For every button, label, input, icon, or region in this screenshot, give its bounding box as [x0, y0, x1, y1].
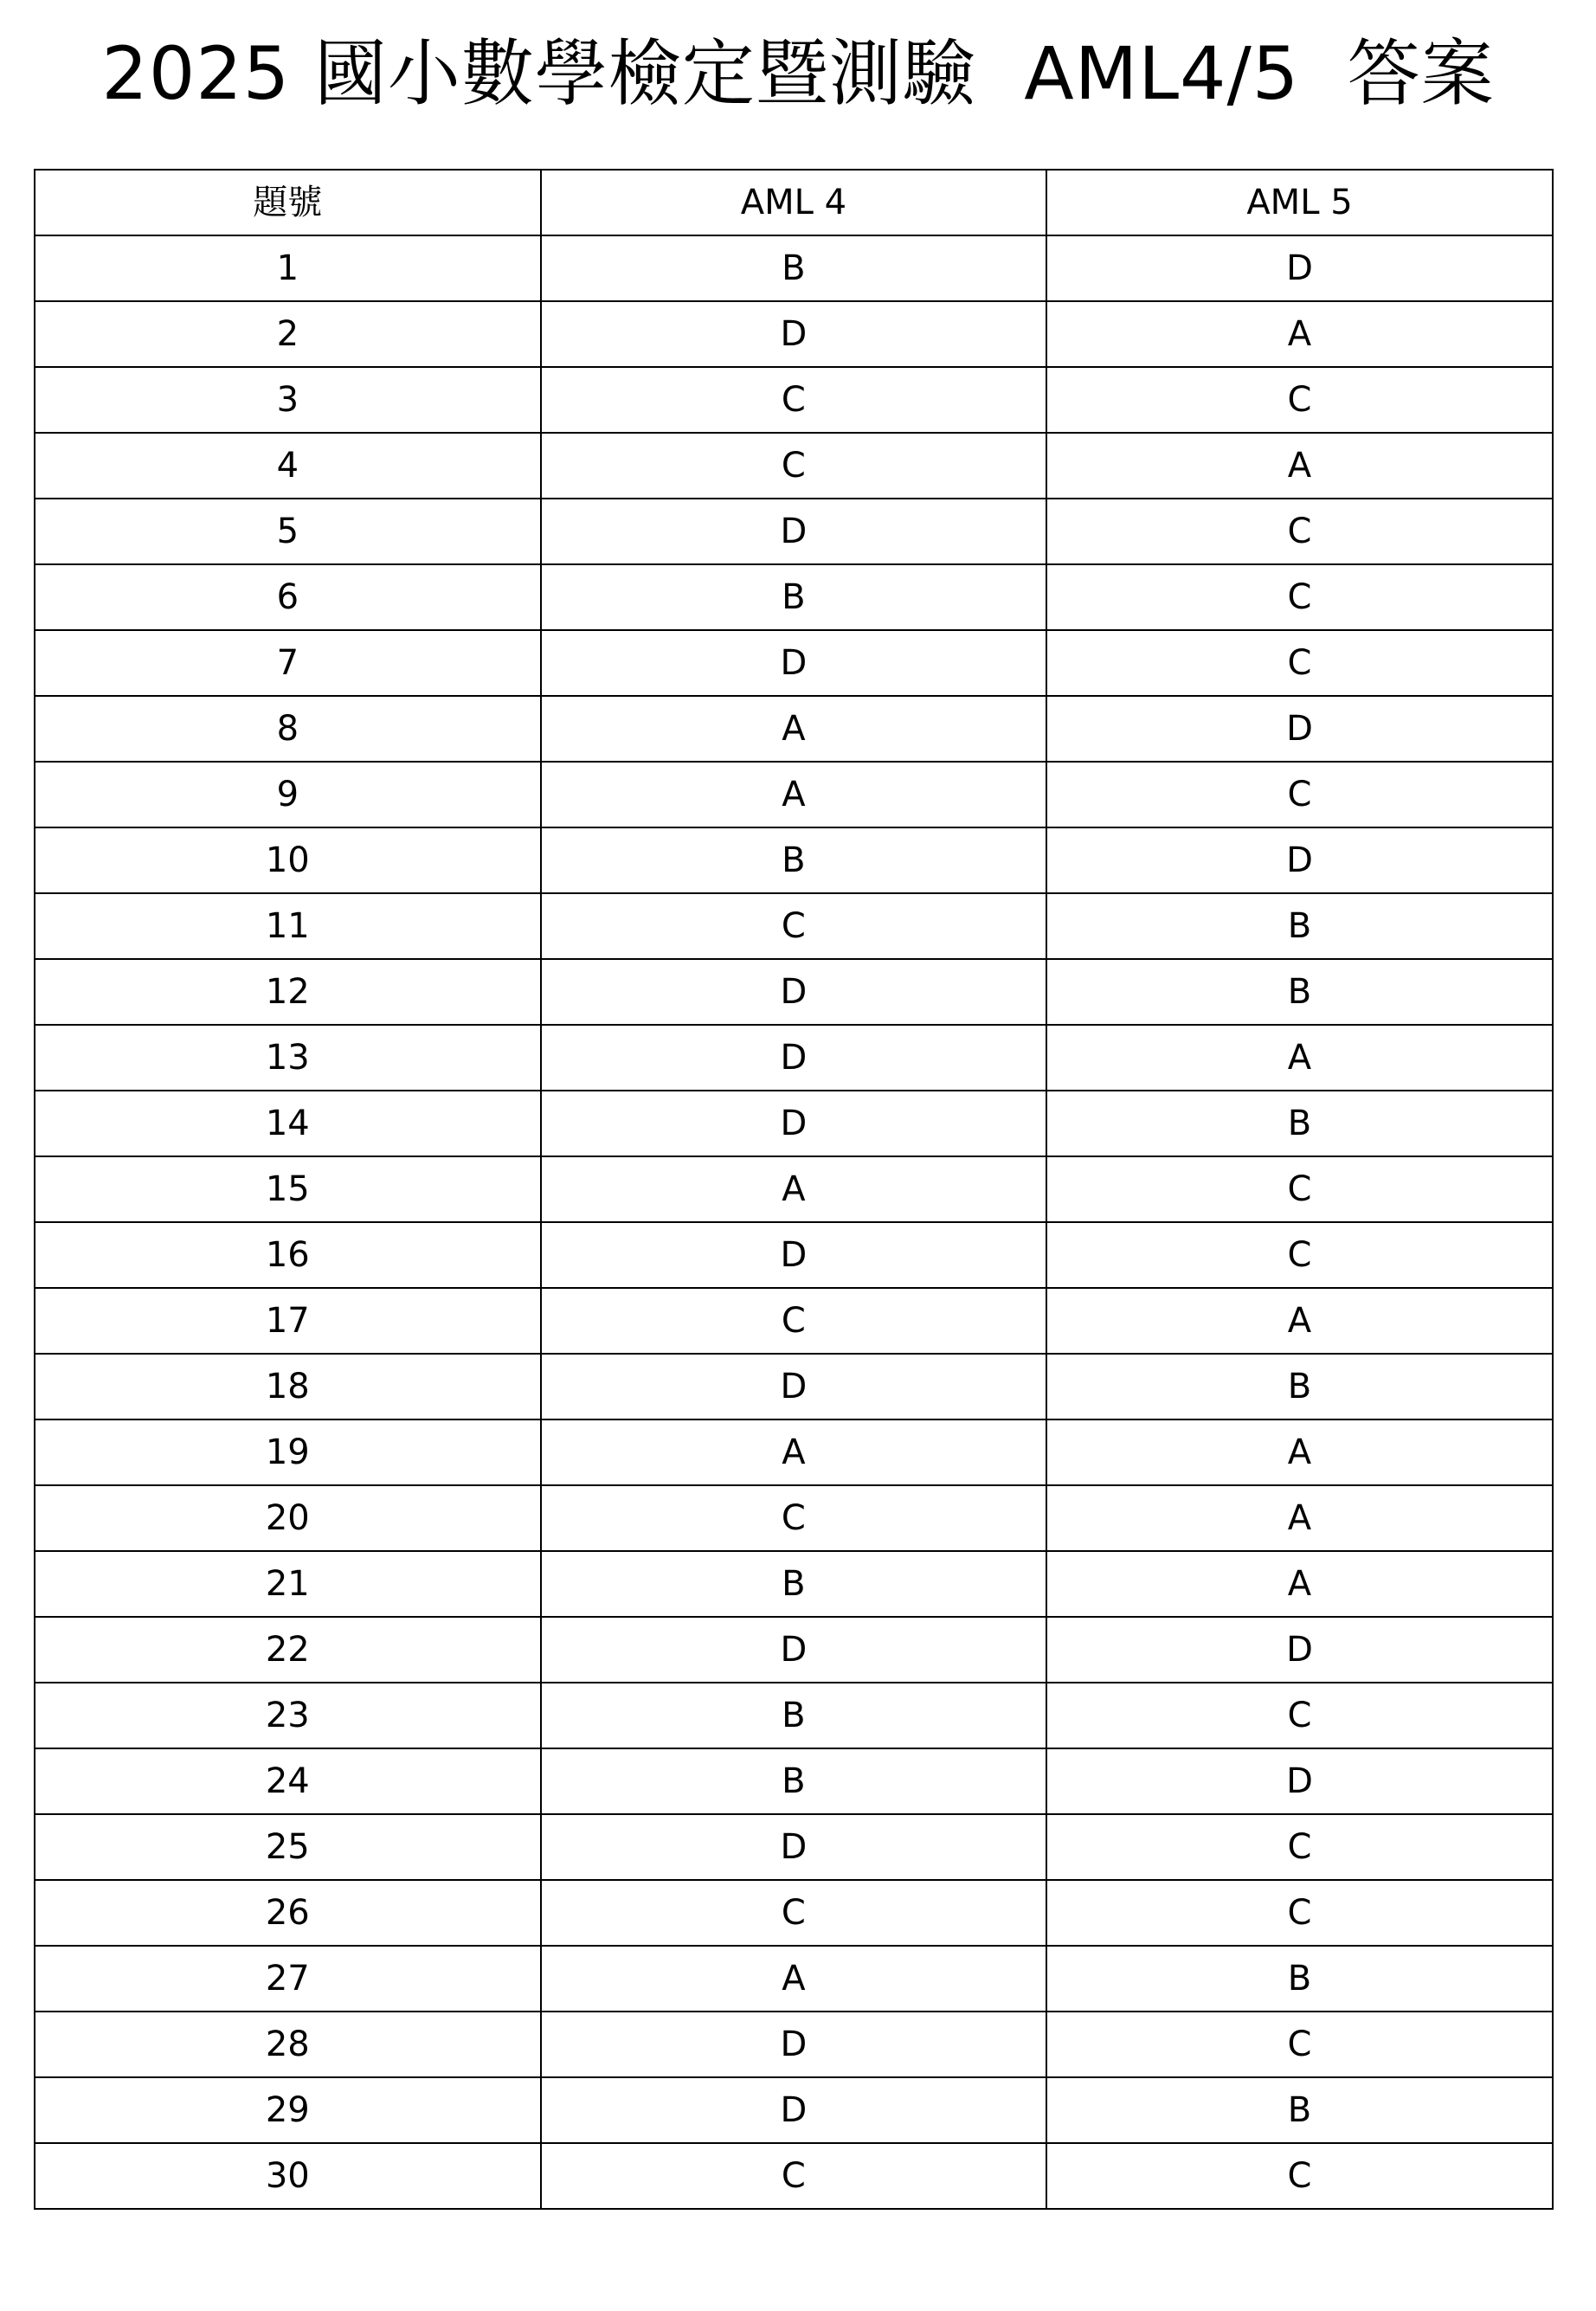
- header-aml4: AML 4: [541, 170, 1047, 235]
- aml4-answer-cell: D: [541, 1354, 1047, 1419]
- aml4-answer-cell: D: [541, 1814, 1047, 1880]
- aml5-answer-cell: C: [1046, 564, 1553, 630]
- aml4-answer-cell: D: [541, 301, 1047, 367]
- aml4-answer-cell: A: [541, 1156, 1047, 1222]
- aml4-answer-cell: B: [541, 1551, 1047, 1617]
- table-row: [35, 893, 1553, 959]
- aml4-answer-cell: C: [541, 1880, 1047, 1946]
- page-title: 2025 國小數學檢定暨測驗 AML4/5 答案: [101, 31, 1495, 116]
- aml5-answer-cell: C: [1046, 2012, 1553, 2077]
- aml5-answer-cell: D: [1046, 1748, 1553, 1814]
- header-aml5: AML 5: [1046, 170, 1553, 235]
- answer-table: [34, 169, 1554, 2210]
- table-row: [35, 1617, 1553, 1683]
- aml4-answer-cell: A: [541, 1946, 1047, 2012]
- table-row: [35, 301, 1553, 367]
- question-number-cell: 15: [35, 1156, 541, 1222]
- aml4-answer-cell: C: [541, 1485, 1047, 1551]
- table-row: [35, 1354, 1553, 1419]
- aml5-answer-cell: B: [1046, 959, 1553, 1025]
- question-number-cell: 10: [35, 827, 541, 893]
- aml4-answer-cell: D: [541, 1222, 1047, 1288]
- table-row: [35, 1025, 1553, 1091]
- table-row: [35, 1156, 1553, 1222]
- aml4-answer-cell: A: [541, 762, 1047, 827]
- table-row: [35, 1814, 1553, 1880]
- aml4-answer-cell: B: [541, 827, 1047, 893]
- aml4-answer-cell: D: [541, 2012, 1047, 2077]
- question-number-cell: 11: [35, 893, 541, 959]
- aml4-answer-cell: D: [541, 1091, 1047, 1156]
- header-question-number: 題號: [35, 170, 541, 235]
- aml4-answer-cell: D: [541, 1025, 1047, 1091]
- table-row: [35, 1748, 1553, 1814]
- question-number-cell: 13: [35, 1025, 541, 1091]
- aml5-answer-cell: C: [1046, 1222, 1553, 1288]
- question-number-cell: 9: [35, 762, 541, 827]
- question-number-cell: 22: [35, 1617, 541, 1683]
- question-number-cell: 2: [35, 301, 541, 367]
- question-number-cell: 30: [35, 2143, 541, 2209]
- aml4-answer-cell: D: [541, 1617, 1047, 1683]
- table-row: [35, 433, 1553, 499]
- table-row: [35, 2077, 1553, 2143]
- aml5-answer-cell: B: [1046, 2077, 1553, 2143]
- aml4-answer-cell: A: [541, 696, 1047, 762]
- table-row: [35, 499, 1553, 564]
- question-number-cell: 18: [35, 1354, 541, 1419]
- table-row: [35, 1288, 1553, 1354]
- table-row: [35, 1091, 1553, 1156]
- table-row: [35, 1485, 1553, 1551]
- table-row: [35, 630, 1553, 696]
- table-row: [35, 1222, 1553, 1288]
- question-number-cell: 16: [35, 1222, 541, 1288]
- aml5-answer-cell: A: [1046, 1485, 1553, 1551]
- aml5-answer-cell: A: [1046, 1288, 1553, 1354]
- table-row: [35, 2012, 1553, 2077]
- aml5-answer-cell: C: [1046, 630, 1553, 696]
- table-row: [35, 564, 1553, 630]
- aml5-answer-cell: D: [1046, 696, 1553, 762]
- question-number-cell: 28: [35, 2012, 541, 2077]
- table-row: [35, 1880, 1553, 1946]
- aml4-answer-cell: A: [541, 1419, 1047, 1485]
- question-number-cell: 19: [35, 1419, 541, 1485]
- aml4-answer-cell: C: [541, 433, 1047, 499]
- aml4-answer-cell: C: [541, 1288, 1047, 1354]
- table-row: [35, 2143, 1553, 2209]
- question-number-cell: 25: [35, 1814, 541, 1880]
- aml5-answer-cell: A: [1046, 301, 1553, 367]
- table-row: [35, 1551, 1553, 1617]
- aml4-answer-cell: B: [541, 564, 1047, 630]
- table-row: [35, 696, 1553, 762]
- question-number-cell: 21: [35, 1551, 541, 1617]
- aml4-answer-cell: C: [541, 367, 1047, 433]
- question-number-cell: 26: [35, 1880, 541, 1946]
- aml5-answer-cell: C: [1046, 1880, 1553, 1946]
- aml5-answer-cell: D: [1046, 1617, 1553, 1683]
- aml5-answer-cell: D: [1046, 827, 1553, 893]
- aml5-answer-cell: C: [1046, 367, 1553, 433]
- aml4-answer-cell: B: [541, 1683, 1047, 1748]
- question-number-cell: 17: [35, 1288, 541, 1354]
- aml5-answer-cell: C: [1046, 2143, 1553, 2209]
- answer-rows: [35, 235, 1553, 2209]
- aml5-answer-cell: A: [1046, 433, 1553, 499]
- aml4-answer-cell: C: [541, 893, 1047, 959]
- question-number-cell: 7: [35, 630, 541, 696]
- table-row: [35, 235, 1553, 301]
- table-row: [35, 827, 1553, 893]
- aml5-answer-cell: B: [1046, 1091, 1553, 1156]
- question-number-cell: 5: [35, 499, 541, 564]
- question-number-cell: 29: [35, 2077, 541, 2143]
- table-row: [35, 1946, 1553, 2012]
- aml4-answer-cell: B: [541, 1748, 1047, 1814]
- aml5-answer-cell: C: [1046, 762, 1553, 827]
- aml4-answer-cell: D: [541, 630, 1047, 696]
- aml5-answer-cell: C: [1046, 1683, 1553, 1748]
- aml5-answer-cell: C: [1046, 1814, 1553, 1880]
- aml5-answer-cell: B: [1046, 893, 1553, 959]
- question-number-cell: 8: [35, 696, 541, 762]
- aml5-answer-cell: D: [1046, 235, 1553, 301]
- aml5-answer-cell: C: [1046, 499, 1553, 564]
- table-row: [35, 1419, 1553, 1485]
- question-number-cell: 27: [35, 1946, 541, 2012]
- aml4-answer-cell: D: [541, 2077, 1047, 2143]
- question-number-cell: 23: [35, 1683, 541, 1748]
- aml4-answer-cell: D: [541, 959, 1047, 1025]
- aml5-answer-cell: A: [1046, 1551, 1553, 1617]
- aml5-answer-cell: B: [1046, 1946, 1553, 2012]
- aml5-answer-cell: C: [1046, 1156, 1553, 1222]
- table-row: [35, 1683, 1553, 1748]
- table-header-row: [35, 170, 1553, 235]
- table-row: [35, 959, 1553, 1025]
- question-number-cell: 4: [35, 433, 541, 499]
- question-number-cell: 14: [35, 1091, 541, 1156]
- question-number-cell: 6: [35, 564, 541, 630]
- question-number-cell: 20: [35, 1485, 541, 1551]
- question-number-cell: 12: [35, 959, 541, 1025]
- aml5-answer-cell: B: [1046, 1354, 1553, 1419]
- aml4-answer-cell: D: [541, 499, 1047, 564]
- question-number-cell: 3: [35, 367, 541, 433]
- aml4-answer-cell: B: [541, 235, 1047, 301]
- table-row: [35, 367, 1553, 433]
- table-row: [35, 762, 1553, 827]
- aml5-answer-cell: A: [1046, 1419, 1553, 1485]
- aml5-answer-cell: A: [1046, 1025, 1553, 1091]
- aml4-answer-cell: C: [541, 2143, 1047, 2209]
- question-number-cell: 1: [35, 235, 541, 301]
- question-number-cell: 24: [35, 1748, 541, 1814]
